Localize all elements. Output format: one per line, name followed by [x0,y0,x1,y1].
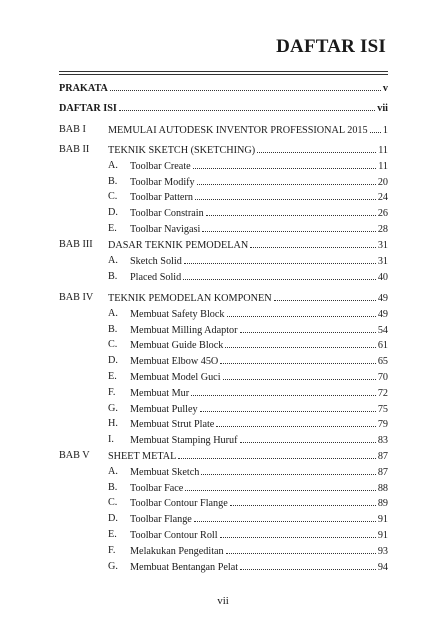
toc-chapter-entry[interactable] [59,238,388,252]
toc-section-entry[interactable] [59,354,388,368]
toc-section-entry[interactable] [59,544,388,558]
toc-section-entry-dot-leader [220,354,376,364]
toc-section-entry-page: 49 [377,308,388,320]
toc-section-entry-dot-leader [183,270,376,280]
toc-section-entry-leader [130,512,388,527]
toc-section-entry-page: 88 [377,482,388,494]
toc-section-entry-leader [130,386,388,401]
toc-section-entry[interactable] [59,270,388,284]
toc-section-entry-page: 31 [377,255,388,267]
divider-bottom [59,74,388,75]
toc-section-entry-leader [130,307,388,322]
toc-section-entry[interactable] [59,496,388,510]
toc-section-entry-page: 28 [377,224,388,235]
toc-section-entry-dot-leader [216,417,375,427]
toc-front-entry-leader [59,101,388,116]
toc-section-entry-dot-leader [194,512,376,522]
section-letter: B. [108,175,118,187]
toc-section-entry[interactable] [59,402,388,416]
toc-chapter-entry-dot-leader [178,449,375,459]
toc-section-entry-label: Toolbar Flange [130,514,192,526]
toc-section-entry[interactable] [59,528,388,542]
toc-chapter-entry-leader [108,143,388,158]
toc-section-entry-dot-leader [185,481,375,491]
section-letter: D. [108,513,118,525]
toc-section-entry-page: 87 [377,466,388,478]
toc-section-entry[interactable] [59,254,388,268]
toc-chapter-entry-dot-leader [250,238,376,248]
toc-section-entry-label: Membuat Stamping Huruf [130,435,238,447]
section-letter: E. [108,529,117,540]
toc-section-entry[interactable] [59,159,388,173]
toc-section-entry[interactable] [59,386,388,400]
toc-section-entry-label: Membuat Bentangan Pelat [130,561,239,573]
toc-chapter-entry-leader [108,238,388,253]
toc-section-entry[interactable] [59,370,388,384]
toc-section-entry-leader [130,338,388,353]
toc-section-entry-dot-leader [197,175,376,185]
toc-section-entry-page: 26 [377,208,388,220]
toc-section-entry-page: 54 [377,324,388,336]
toc-section-entry-leader [130,270,388,285]
toc-section-entry-page: 11 [378,160,388,172]
toc-chapter-entry-label: MEMULAI AUTODESK INVENTOR PROFESSIONAL 2015 [108,125,368,136]
section-letter: I. [108,434,114,446]
toc-section-entry-label: Toolbar Pattern [130,192,193,204]
toc-section-entry-leader [130,222,388,237]
toc-section-entry-dot-leader [226,544,376,554]
toc-front-entry-page: vii [377,103,388,114]
toc-chapter-entry-label: DASAR TEKNIK PEMODELAN [108,240,249,251]
toc-section-entry-dot-leader [200,402,376,412]
section-letter: D. [108,207,118,219]
toc-section-entry-dot-leader [195,190,376,200]
toc-section-entry-label: Membuat Safety Block [130,308,225,320]
toc-section-entry-page: 70 [377,372,388,383]
toc-section-entry-page: 61 [377,340,388,352]
page-title: DAFTAR ISI [276,36,386,57]
toc-chapter-entry-leader [108,123,388,138]
toc-section-entry-page: 72 [377,387,388,399]
toc-section-entry-dot-leader [225,338,375,348]
toc-section-entry[interactable] [59,465,388,479]
toc-section-entry-leader [130,417,388,432]
toc-front-entry-label: PRAKATA [59,83,108,94]
toc-section-entry-leader [130,354,388,369]
section-letter: A. [108,465,118,477]
toc-chapter-entry[interactable] [59,123,388,137]
toc-section-entry-label: Membuat Milling Adaptor [130,324,238,336]
toc-chapter-entry-dot-leader [370,123,381,133]
toc-chapter-entry[interactable] [59,291,388,305]
toc-section-entry-dot-leader [227,307,376,317]
toc-section-entry-dot-leader [240,433,376,443]
toc-section-entry-label: Sketch Solid [130,255,182,267]
toc-section-entry-dot-leader [193,159,377,169]
toc-chapter-entry-page: 87 [377,451,388,462]
section-letter: G. [108,560,118,572]
toc-chapter-entry-label: TEKNIK PEMODELAN KOMPONEN [108,293,272,304]
section-letter: G. [108,402,118,414]
toc-section-entry-page: 94 [377,561,388,573]
toc-section-entry-dot-leader [230,496,376,506]
toc-section-entry-page: 24 [377,192,388,204]
toc-chapter-entry-dot-leader [257,143,376,153]
toc-section-entry-label: Toolbar Create [130,160,191,172]
chapter-number: BAB III [59,239,93,250]
toc-chapter-entry-page: 49 [377,293,388,304]
toc-section-entry-leader [130,528,388,543]
toc-section-entry-label: Membuat Model Guci [130,372,221,383]
toc-section-entry-dot-leader [240,323,376,333]
toc-section-entry-page: 20 [377,176,388,188]
page-number: vii [217,595,229,607]
toc-section-entry-leader [130,481,388,496]
toc-section-entry-leader [130,175,388,190]
toc-section-entry-label: Membuat Strut Plate [130,419,215,431]
toc-section-entry-leader [130,496,388,511]
toc-section-entry[interactable] [59,190,388,204]
toc-front-entry-label: DAFTAR ISI [59,103,117,114]
chapter-number: BAB I [59,124,86,135]
toc-section-entry-dot-leader [206,206,376,216]
toc-section-entry-label: Melakukan Pengeditan [130,545,224,557]
toc-section-entry-label: Membuat Sketch [130,466,200,478]
section-letter: C. [108,191,118,203]
toc-section-entry-page: 89 [377,498,388,510]
toc-section-entry-leader [130,560,388,575]
toc-front-entry[interactable] [59,101,388,115]
chapter-number: BAB II [59,144,90,155]
toc-section-entry-leader [130,465,388,480]
toc-section-entry-leader [130,323,388,338]
toc-chapter-entry-label: TEKNIK SKETCH (SKETCHING) [108,145,256,156]
toc-section-entry[interactable] [59,417,388,431]
toc-section-entry[interactable] [59,206,388,220]
toc-front-entry-leader [59,81,388,96]
toc-section-entry-label: Toolbar Contour Roll [130,530,218,541]
toc-section-entry-dot-leader [220,528,376,538]
chapter-number: BAB IV [59,292,94,303]
toc-chapter-entry-page: 31 [377,240,388,251]
toc-section-entry-dot-leader [191,386,376,396]
toc-section-entry[interactable] [59,481,388,495]
toc-section-entry[interactable] [59,338,388,352]
toc-section-entry-label: Membuat Pulley [130,403,198,415]
toc-section-entry-page: 79 [377,419,388,431]
section-letter: A. [108,254,118,266]
toc-chapter-entry-dot-leader [274,291,376,301]
section-letter: A. [108,307,118,319]
toc-section-entry-label: Toolbar Navigasi [130,224,201,235]
toc-section-entry-page: 91 [377,514,388,526]
section-letter: B. [108,323,118,335]
toc-section-entry[interactable] [59,175,388,189]
toc-section-entry-label: Toolbar Face [130,482,184,494]
section-letter: H. [108,418,118,430]
divider-top [59,71,388,72]
section-letter: B. [108,270,118,282]
toc-front-entry-dot-leader [110,81,381,91]
toc-front-entry-page: v [382,83,388,94]
toc-section-entry-label: Membuat Guide Block [130,340,224,352]
toc-section-entry-label: Membuat Elbow 45O [130,356,219,368]
section-letter: C. [108,339,118,351]
section-letter: E. [108,223,117,234]
toc-section-entry-label: Toolbar Contour Flange [130,498,228,510]
toc-section-entry[interactable] [59,323,388,337]
toc-section-entry[interactable] [59,560,388,574]
toc-section-entry-dot-leader [202,222,376,232]
toc-section-entry[interactable] [59,512,388,526]
toc-section-entry-leader [130,544,388,559]
toc-section-entry-leader [130,159,388,174]
toc-section-entry[interactable] [59,433,388,447]
section-letter: F. [108,544,116,556]
toc-section-entry-dot-leader [240,560,376,570]
toc-section-entry-dot-leader [201,465,375,475]
toc-section-entry-page: 91 [377,530,388,541]
toc-section-entry-label: Toolbar Constrain [130,208,204,220]
toc-front-entry-dot-leader [119,101,375,111]
toc-chapter-entry-label: SHEET METAL [108,451,177,462]
toc-section-entry-label: Membuat Mur [130,387,190,399]
toc-section-entry-leader [130,402,388,417]
toc-section-entry-page: 83 [377,435,388,447]
toc-section-entry-page: 93 [377,545,388,557]
toc-section-entry-label: Toolbar Modify [130,176,195,188]
toc-chapter-entry[interactable] [59,449,388,463]
toc-section-entry-leader [130,206,388,221]
toc-section-entry-leader [130,370,388,385]
toc-section-entry[interactable] [59,307,388,321]
toc-chapter-entry-leader [108,291,388,306]
toc-front-entry[interactable] [59,81,388,95]
toc-section-entry-dot-leader [184,254,376,264]
chapter-number: BAB V [59,450,90,461]
toc-section-entry-leader [130,190,388,205]
toc-section-entry-page: 65 [377,356,388,368]
section-letter: F. [108,386,116,398]
section-letter: B. [108,481,118,493]
section-letter: E. [108,371,117,382]
section-letter: C. [108,497,118,509]
toc-section-entry-page: 40 [377,271,388,283]
toc-section-entry-leader [130,433,388,448]
toc-section-entry-dot-leader [223,370,376,380]
toc-section-entry-page: 75 [377,403,388,415]
section-letter: A. [108,159,118,171]
toc-section-entry-leader [130,254,388,269]
toc-chapter-entry[interactable] [59,143,388,157]
toc-chapter-entry-leader [108,449,388,464]
toc-section-entry[interactable] [59,222,388,236]
toc-chapter-entry-page: 1 [382,125,388,136]
toc-chapter-entry-page: 11 [378,145,388,156]
toc-section-entry-label: Placed Solid [130,271,182,283]
section-letter: D. [108,355,118,367]
